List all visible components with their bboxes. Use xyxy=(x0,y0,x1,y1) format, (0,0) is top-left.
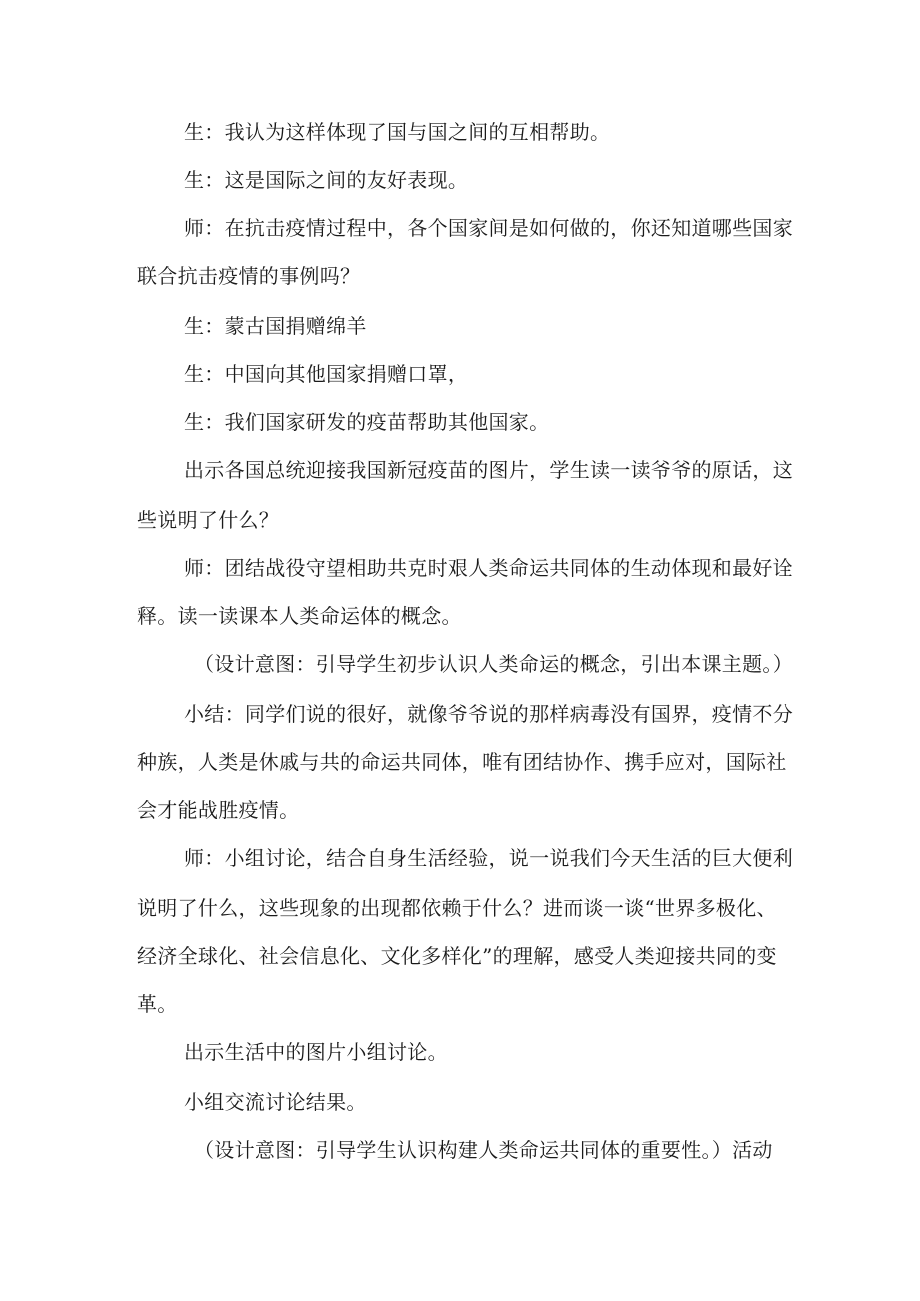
paragraph-line: 革。 xyxy=(137,992,178,1016)
paragraph-line: 经济全球化、社会信息化、文化多样化”的理解，感受人类迎接共同的变 xyxy=(137,944,777,968)
paragraph-line: 生：蒙古国捐赠绵羊 xyxy=(184,314,367,338)
paragraph-line: 联合抗击疫情的事例吗？ xyxy=(137,264,361,288)
paragraph-line: 生：这是国际之间的友好表现。 xyxy=(184,168,469,192)
paragraph-line: 些说明了什么？ xyxy=(137,508,280,532)
paragraph-line: 出示生活中的图片小组讨论。 xyxy=(184,1040,448,1064)
paragraph-line: 小结：同学们说的很好，就像爷爷说的那样病毒没有国界，疫情不分 xyxy=(184,702,793,726)
paragraph-line: （设计意图：引导学生初步认识人类命运的概念，引出本课主题。） xyxy=(194,652,793,676)
paragraph-line: （设计意图：引导学生认识构建人类命运共同体的重要性。）活动 xyxy=(194,1138,773,1162)
paragraph-line: 师：小组讨论，结合自身生活经验，说一说我们今天生活的巨大便利 xyxy=(184,846,793,870)
paragraph-line: 释。读一读课本人类命运体的概念。 xyxy=(137,604,462,628)
paragraph-line: 师：团结战役守望相助共克时艰人类命运共同体的生动体现和最好诠 xyxy=(184,556,793,580)
paragraph-line: 师：在抗击疫情过程中，各个国家间是如何做的，你还知道哪些国家 xyxy=(184,216,793,240)
paragraph-line: 说明了什么，这些现象的出现都依赖于什么？进而谈一谈“世界多极化、 xyxy=(137,896,777,920)
paragraph-line: 小组交流讨论结果。 xyxy=(184,1090,367,1114)
paragraph-line: 出示各国总统迎接我国新冠疫苗的图片，学生读一读爷爷的原话，这 xyxy=(184,458,793,482)
paragraph-line: 生：我认为这样体现了国与国之间的互相帮助。 xyxy=(184,120,611,144)
paragraph-line: 会才能战胜疫情。 xyxy=(137,798,300,822)
paragraph-line: 种族，人类是休戚与共的命运共同体，唯有团结协作、携手应对，国际社 xyxy=(137,750,787,774)
paragraph-line: 生：我们国家研发的疫苗帮助其他国家。 xyxy=(184,410,550,434)
paragraph-line: 生：中国向其他国家捐赠口罩， xyxy=(184,362,469,386)
